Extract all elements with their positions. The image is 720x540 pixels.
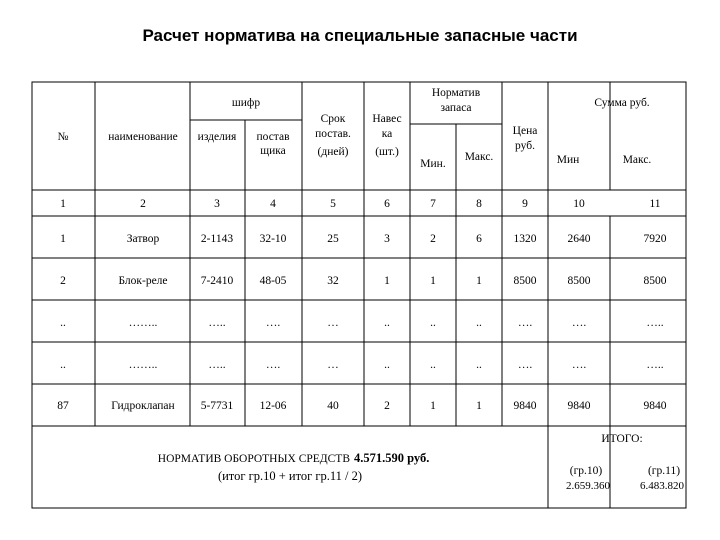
cell-sum-max: 7920 [643, 233, 667, 245]
table-row [60, 359, 664, 371]
cell-no: 87 [57, 400, 69, 412]
cell-name: Затвор [126, 233, 160, 245]
colnum-cell: 5 [330, 198, 336, 210]
cell-supplier: 32-10 [259, 233, 287, 245]
cell-no: .. [60, 317, 66, 329]
table-row [60, 317, 664, 329]
norm-label: НОРМАТИВ ОБОРОТНЫХ СРЕДСТВ [157, 453, 350, 465]
cell-min: .. [430, 359, 436, 371]
colnum-cell: 9 [522, 198, 528, 210]
colnum-cell: 3 [214, 198, 220, 210]
cell-min: 2 [430, 233, 436, 245]
cell-max: 1 [476, 400, 482, 412]
header-max: Макс. [464, 151, 494, 163]
cell-item: 7-2410 [200, 275, 234, 287]
cell-max: 1 [476, 275, 482, 287]
cell-batch: 2 [384, 400, 390, 412]
cell-no: .. [60, 359, 66, 371]
header-term-2: постав. [315, 128, 351, 140]
cell-item: 2-1143 [200, 233, 234, 245]
cell-sum-max: ….. [646, 317, 664, 329]
cell-term: 32 [327, 275, 339, 287]
header-no: № [57, 131, 69, 143]
norm-value: 4.571.590 руб. [354, 451, 430, 465]
header-term-1: Срок [320, 113, 346, 125]
header-sum-min: Мин [556, 154, 580, 166]
header-cipher: шифр [231, 97, 261, 109]
header-sum-max: Макс. [622, 154, 652, 166]
gr11-value: 6.483.820 [640, 480, 684, 492]
gr10-label: (гр.10) [569, 465, 603, 477]
colnum-cell: 7 [430, 198, 436, 210]
cell-item: ….. [208, 359, 226, 371]
column-numbers-row [60, 198, 661, 210]
cell-term: … [327, 359, 339, 371]
header-price-2: руб. [515, 140, 535, 152]
norm-formula: (итог гр.10 + итог гр.11 / 2) [217, 469, 363, 483]
cell-sum-max: 8500 [643, 275, 667, 287]
cell-min: .. [430, 317, 436, 329]
colnum-cell: 8 [476, 198, 482, 210]
colnum-cell: 6 [384, 198, 390, 210]
cell-name: …….. [128, 317, 158, 329]
cell-min: 1 [430, 400, 436, 412]
header-supplier-1: постав [256, 131, 290, 143]
cell-name: Гидроклапан [111, 400, 175, 412]
cell-name: …….. [128, 359, 158, 371]
header-term-3: (дней) [317, 146, 349, 158]
cell-name: Блок-реле [118, 275, 168, 287]
colnum-cell: 10 [573, 198, 585, 210]
cell-price: 1320 [513, 233, 537, 245]
cell-no: 2 [60, 275, 66, 287]
cell-sum-max: ….. [646, 359, 664, 371]
cell-supplier: …. [265, 317, 281, 329]
cell-supplier: 12-06 [259, 400, 287, 412]
header-batch-3: (шт.) [375, 146, 399, 158]
cell-batch: .. [384, 359, 390, 371]
cell-price: …. [517, 359, 533, 371]
header-batch-1: Навес [372, 113, 402, 125]
cell-item: 5-7731 [200, 400, 234, 412]
cell-max: .. [476, 359, 482, 371]
cell-max: .. [476, 317, 482, 329]
colnum-cell: 11 [649, 198, 661, 210]
table-row [60, 275, 667, 287]
header-supplier-2: щика [260, 145, 286, 157]
header-min: Мин. [420, 158, 446, 170]
table-row [60, 233, 667, 245]
cell-sum-min: …. [571, 359, 587, 371]
header-price-1: Цена [512, 125, 538, 137]
cell-sum-min: …. [571, 317, 587, 329]
cell-no: 1 [60, 233, 66, 245]
page-title: Расчет норматива на специальные запасные части [142, 26, 578, 45]
cell-batch: .. [384, 317, 390, 329]
cell-sum-max: 9840 [643, 400, 667, 412]
cell-item: ….. [208, 317, 226, 329]
header-item: изделия [197, 131, 237, 143]
gr11-label: (гр.11) [647, 465, 681, 477]
total-label: ИТОГО: [601, 433, 643, 445]
header-batch-2: ка [381, 128, 393, 140]
cell-supplier: 48-05 [259, 275, 287, 287]
cell-batch: 3 [384, 233, 390, 245]
gr10-value: 2.659.360 [566, 480, 610, 492]
cell-price: …. [517, 317, 533, 329]
colnum-cell: 4 [270, 198, 276, 210]
cell-price: 9840 [513, 400, 537, 412]
colnum-cell: 1 [60, 198, 66, 210]
header-norm-1: Норматив [431, 87, 481, 99]
cell-sum-min: 8500 [567, 275, 591, 287]
header-name: наименование [108, 131, 178, 143]
header-norm-2: запаса [440, 102, 472, 114]
cell-min: 1 [430, 275, 436, 287]
cell-supplier: …. [265, 359, 281, 371]
cell-term: 25 [327, 233, 339, 245]
cell-batch: 1 [384, 275, 390, 287]
cell-term: … [327, 317, 339, 329]
cell-term: 40 [327, 400, 339, 412]
cell-price: 8500 [513, 275, 537, 287]
colnum-cell: 2 [140, 198, 146, 210]
cell-sum-min: 9840 [567, 400, 591, 412]
header-sum: Сумма руб. [594, 97, 650, 109]
table-row [57, 400, 667, 412]
cell-sum-min: 2640 [567, 233, 591, 245]
cell-max: 6 [476, 233, 482, 245]
